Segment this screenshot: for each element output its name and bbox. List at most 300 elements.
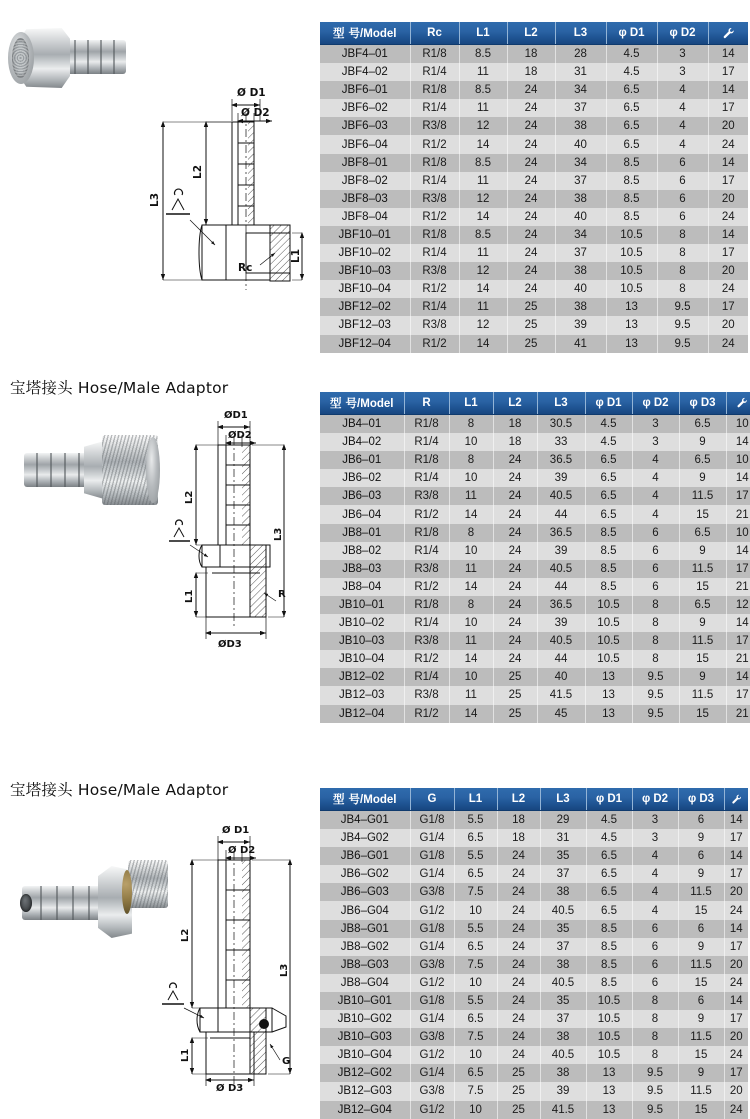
cell-model: JB12–03 [320, 686, 404, 704]
cell-l3: 38 [555, 190, 606, 208]
cell-thread: R1/4 [404, 433, 449, 451]
dim-label-l2: L2 [180, 928, 191, 942]
col-header-thread[interactable]: Rc [410, 22, 459, 45]
col-header-wrench[interactable] [708, 22, 748, 45]
cell-l3: 37 [555, 172, 606, 190]
cell-wrench: 17 [724, 938, 748, 956]
cell-model: JB6–G03 [320, 883, 410, 901]
cell-wrench: 20 [724, 1082, 748, 1100]
cell-l2: 24 [507, 244, 555, 262]
cell-l2: 24 [497, 1046, 540, 1064]
table-header-row [320, 22, 748, 45]
cell-l1: 10 [449, 469, 493, 487]
cell-model: JB6–03 [320, 487, 404, 505]
cell-d1: 10.5 [585, 632, 632, 650]
cell-l2: 24 [507, 172, 555, 190]
cell-d2: 6 [632, 920, 678, 938]
cell-model: JB10–01 [320, 596, 404, 614]
cell-l2: 24 [507, 208, 555, 226]
table-row[interactable] [320, 1046, 748, 1064]
cell-wrench: 10 [726, 451, 750, 469]
table-row[interactable] [320, 829, 748, 847]
cell-d1: 4.5 [606, 63, 657, 81]
table-row[interactable] [320, 1101, 748, 1119]
cell-d1: 6.5 [586, 883, 632, 901]
cell-l2: 24 [507, 154, 555, 172]
col-header-l1[interactable]: L1 [454, 788, 497, 811]
table-row[interactable] [320, 487, 750, 505]
cell-thread: R1/4 [410, 99, 459, 117]
table-row[interactable] [320, 542, 750, 560]
cell-d2: 6 [632, 578, 679, 596]
table-row[interactable] [320, 45, 748, 64]
cell-l1: 10 [449, 614, 493, 632]
cell-model: JBF8–04 [320, 208, 410, 226]
table-row[interactable] [320, 316, 748, 334]
dim-label-l3: L3 [149, 193, 161, 207]
cell-model: JB8–G03 [320, 956, 410, 974]
cell-d2: 8 [632, 614, 679, 632]
dim-label-d1: Ø D1 [237, 87, 266, 99]
cell-d3: 15 [679, 578, 726, 596]
cell-wrench: 14 [724, 920, 748, 938]
cell-l3: 39 [537, 542, 585, 560]
cell-d3: 9 [679, 433, 726, 451]
cell-thread: R1/2 [410, 335, 459, 353]
table-row[interactable] [320, 298, 748, 316]
table-row[interactable] [320, 811, 748, 830]
cell-l1: 8.5 [459, 226, 507, 244]
cell-l3: 40.5 [540, 1046, 586, 1064]
cell-model: JB12–G04 [320, 1101, 410, 1119]
cell-wrench: 17 [726, 560, 750, 578]
cell-thread: R1/4 [404, 668, 449, 686]
table-row[interactable] [320, 560, 750, 578]
table-row[interactable] [320, 81, 748, 99]
cell-model: JB10–G02 [320, 1010, 410, 1028]
table-row[interactable] [320, 280, 748, 298]
table-row[interactable] [320, 117, 748, 135]
cell-model: JB10–G03 [320, 1028, 410, 1046]
hose-female-adaptor-drawing [120, 75, 316, 325]
cell-d3: 15 [679, 650, 726, 668]
table-row[interactable] [320, 1010, 748, 1028]
cell-d1: 8.5 [585, 542, 632, 560]
cell-model: JB10–G04 [320, 1046, 410, 1064]
cell-d2: 9.5 [632, 1064, 678, 1082]
col-header-d2[interactable]: φ D2 [632, 392, 679, 415]
cell-wrench: 17 [708, 298, 748, 316]
cell-model: JB8–G01 [320, 920, 410, 938]
cell-d3: 6 [678, 847, 724, 865]
cell-model: JB12–02 [320, 668, 404, 686]
table-row[interactable] [320, 614, 750, 632]
cell-l3: 36.5 [537, 596, 585, 614]
cell-d1: 13 [606, 298, 657, 316]
cell-d2: 8 [657, 244, 708, 262]
cell-l2: 24 [493, 560, 537, 578]
cell-l3: 35 [540, 920, 586, 938]
table-row[interactable] [320, 632, 750, 650]
cell-d2: 3 [632, 829, 678, 847]
cell-wrench: 24 [708, 280, 748, 298]
cell-wrench: 14 [708, 154, 748, 172]
cell-model: JB6–02 [320, 469, 404, 487]
table-row[interactable] [320, 63, 748, 81]
col-header-l1[interactable]: L1 [449, 392, 493, 415]
table-row[interactable] [320, 901, 748, 919]
dim-label-l2: L2 [184, 490, 195, 504]
cell-l2: 24 [497, 1028, 540, 1046]
cell-l3: 38 [555, 298, 606, 316]
cell-l1: 8 [449, 524, 493, 542]
col-header-l1[interactable]: L1 [459, 22, 507, 45]
cell-model: JB4–01 [320, 415, 404, 434]
cell-l1: 7.5 [454, 883, 497, 901]
table-row[interactable] [320, 992, 748, 1010]
cell-l3: 40.5 [540, 974, 586, 992]
cell-model: JB6–01 [320, 451, 404, 469]
cell-l3: 38 [540, 956, 586, 974]
cell-l3: 34 [555, 226, 606, 244]
table-row[interactable] [320, 596, 750, 614]
cell-wrench: 17 [724, 1064, 748, 1082]
col-header-d1[interactable]: φ D1 [606, 22, 657, 45]
drawing-svg-3 [152, 812, 316, 1092]
cell-l3: 40 [555, 280, 606, 298]
cell-model: JBF8–02 [320, 172, 410, 190]
table-row[interactable] [320, 99, 748, 117]
cell-d1: 10.5 [586, 1028, 632, 1046]
cell-d1: 6.5 [585, 469, 632, 487]
cell-d2: 4 [632, 469, 679, 487]
cell-l2: 24 [493, 487, 537, 505]
table-row[interactable] [320, 524, 750, 542]
col-header-d2[interactable]: φ D2 [632, 788, 678, 811]
cell-wrench: 24 [708, 135, 748, 153]
cell-l3: 35 [540, 992, 586, 1010]
table-row[interactable] [320, 974, 748, 992]
cell-d1: 6.5 [606, 81, 657, 99]
col-header-l2[interactable]: L2 [493, 392, 537, 415]
cell-d3: 6 [678, 992, 724, 1010]
col-header-d3[interactable]: φ D3 [679, 392, 726, 415]
table-row[interactable] [320, 705, 750, 723]
wrench-icon [721, 26, 736, 41]
cell-d2: 4 [632, 865, 678, 883]
col-header-l3[interactable]: L3 [537, 392, 585, 415]
cell-d3: 9 [679, 469, 726, 487]
cell-wrench: 17 [726, 686, 750, 704]
cell-d2: 9.5 [632, 705, 679, 723]
dim-label-l1: L1 [290, 249, 302, 263]
cell-d2: 9.5 [657, 316, 708, 334]
cell-d2: 6 [657, 154, 708, 172]
cell-l2: 24 [497, 865, 540, 883]
cell-d2: 8 [657, 262, 708, 280]
cell-l3: 36.5 [537, 451, 585, 469]
cell-l3: 37 [540, 938, 586, 956]
cell-d1: 10.5 [585, 650, 632, 668]
cell-thread: G1/2 [410, 974, 454, 992]
cell-l3: 40 [537, 668, 585, 686]
cell-l2: 24 [493, 524, 537, 542]
cell-thread: R1/4 [404, 469, 449, 487]
cell-thread: R1/2 [404, 650, 449, 668]
cell-wrench: 21 [726, 650, 750, 668]
hose-male-adaptor-g-photo [22, 850, 170, 956]
col-header-thread[interactable]: G [410, 788, 454, 811]
cell-thread: R1/8 [404, 596, 449, 614]
table-row[interactable] [320, 578, 750, 596]
cell-d1: 4.5 [585, 433, 632, 451]
cell-thread: R3/8 [404, 686, 449, 704]
table-row[interactable] [320, 226, 748, 244]
cell-l3: 37 [555, 99, 606, 117]
cell-thread: R3/8 [410, 262, 459, 280]
cell-l1: 5.5 [454, 992, 497, 1010]
cell-d2: 3 [657, 63, 708, 81]
cell-wrench: 21 [726, 505, 750, 523]
cell-d2: 4 [632, 847, 678, 865]
table-row[interactable] [320, 172, 748, 190]
table-row[interactable] [320, 415, 750, 434]
cell-d1: 10.5 [606, 226, 657, 244]
col-header-d1[interactable]: φ D1 [586, 788, 632, 811]
cell-wrench: 17 [708, 99, 748, 117]
table-row[interactable] [320, 1028, 748, 1046]
cell-d1: 10.5 [606, 244, 657, 262]
cell-d3: 6.5 [679, 415, 726, 434]
cell-d3: 11.5 [679, 560, 726, 578]
cell-d3: 6 [678, 811, 724, 830]
table-row[interactable] [320, 1064, 748, 1082]
cell-d1: 6.5 [586, 865, 632, 883]
cell-l2: 24 [497, 974, 540, 992]
cell-l3: 34 [555, 81, 606, 99]
barb-bore [20, 894, 32, 912]
dim-label-d1: ØD1 [224, 410, 248, 421]
cell-wrench: 17 [724, 1010, 748, 1028]
cell-l2: 25 [507, 298, 555, 316]
cell-thread: G3/8 [410, 956, 454, 974]
cell-d2: 4 [632, 451, 679, 469]
cell-wrench: 20 [708, 190, 748, 208]
cell-d2: 8 [632, 1028, 678, 1046]
cell-thread: G1/4 [410, 829, 454, 847]
cell-d1: 13 [606, 335, 657, 353]
col-header-thread[interactable]: R [404, 392, 449, 415]
cell-l1: 14 [449, 650, 493, 668]
table-row[interactable] [320, 244, 748, 262]
table-row[interactable] [320, 865, 748, 883]
cell-model: JB4–G01 [320, 811, 410, 830]
cell-l2: 24 [497, 992, 540, 1010]
cell-l1: 11 [449, 560, 493, 578]
dim-label-d2: Ø D2 [228, 845, 256, 856]
cell-d2: 8 [632, 1010, 678, 1028]
cell-d2: 4 [657, 99, 708, 117]
col-header-d2[interactable]: φ D2 [657, 22, 708, 45]
cell-d1: 8.5 [586, 938, 632, 956]
cell-l2: 24 [497, 1010, 540, 1028]
table-row[interactable] [320, 938, 748, 956]
table-row[interactable] [320, 190, 748, 208]
cell-d3: 15 [678, 1101, 724, 1119]
table-row[interactable] [320, 650, 750, 668]
cell-l2: 24 [507, 190, 555, 208]
cell-l1: 11 [459, 99, 507, 117]
cell-model: JB10–02 [320, 614, 404, 632]
cell-d2: 4 [632, 505, 679, 523]
cell-d2: 6 [632, 524, 679, 542]
cell-d1: 10.5 [586, 1010, 632, 1028]
table-row[interactable] [320, 847, 748, 865]
cell-model: JB8–04 [320, 578, 404, 596]
col-header-d1[interactable]: φ D1 [585, 392, 632, 415]
table-row[interactable] [320, 505, 750, 523]
cell-wrench: 14 [708, 226, 748, 244]
cell-d3: 9 [679, 668, 726, 686]
table-row[interactable] [320, 883, 748, 901]
cell-thread: R1/4 [410, 244, 459, 262]
section-title-2: 宝塔接头 Hose/Male Adaptor [10, 379, 229, 397]
cell-model: JB6–04 [320, 505, 404, 523]
table-row[interactable] [320, 1082, 748, 1100]
col-header-l3[interactable]: L3 [555, 22, 606, 45]
cell-wrench: 20 [708, 262, 748, 280]
cell-d1: 6.5 [586, 847, 632, 865]
cell-d1: 8.5 [585, 560, 632, 578]
cell-l1: 14 [449, 705, 493, 723]
table-row[interactable] [320, 135, 748, 153]
cell-d3: 9 [679, 614, 726, 632]
col-header-wrench[interactable] [724, 788, 748, 811]
cell-model: JBF10–01 [320, 226, 410, 244]
cell-model: JBF12–03 [320, 316, 410, 334]
cell-l3: 40 [555, 135, 606, 153]
cell-l2: 18 [497, 829, 540, 847]
table-row[interactable] [320, 469, 750, 487]
table-row[interactable] [320, 686, 750, 704]
cell-thread: R3/8 [410, 190, 459, 208]
cell-d3: 6.5 [679, 524, 726, 542]
cell-wrench: 14 [708, 81, 748, 99]
cell-wrench: 14 [724, 811, 748, 830]
cell-model: JB6–G04 [320, 901, 410, 919]
cell-l1: 10 [454, 974, 497, 992]
cell-l1: 8.5 [459, 45, 507, 64]
cell-d2: 8 [632, 1046, 678, 1064]
cell-d2: 6 [632, 974, 678, 992]
dim-label-rc: Rc [238, 262, 253, 274]
cell-wrench: 14 [724, 992, 748, 1010]
col-header-l2[interactable]: L2 [497, 788, 540, 811]
cell-l3: 37 [540, 1010, 586, 1028]
col-header-l3[interactable]: L3 [540, 788, 586, 811]
wrench-icon [735, 396, 749, 410]
cell-l3: 28 [555, 45, 606, 64]
table-row[interactable] [320, 920, 748, 938]
cell-thread: R1/2 [410, 280, 459, 298]
cell-d3: 15 [678, 974, 724, 992]
cell-l1: 10 [454, 1046, 497, 1064]
cell-d3: 11.5 [678, 956, 724, 974]
barb-shaft [24, 453, 90, 487]
cell-l1: 11 [459, 244, 507, 262]
cell-l3: 31 [555, 63, 606, 81]
cell-l1: 8 [449, 596, 493, 614]
table-row[interactable] [320, 208, 748, 226]
cell-d1: 10.5 [585, 596, 632, 614]
cell-model: JB4–02 [320, 433, 404, 451]
cell-l2: 24 [507, 117, 555, 135]
cell-l3: 39 [537, 469, 585, 487]
table-row[interactable] [320, 451, 750, 469]
cell-d2: 4 [657, 135, 708, 153]
cell-model: JB12–G03 [320, 1082, 410, 1100]
cell-d2: 9.5 [632, 1101, 678, 1119]
cell-wrench: 14 [726, 614, 750, 632]
cell-d2: 9.5 [657, 335, 708, 353]
cell-d1: 8.5 [586, 956, 632, 974]
cell-l2: 25 [493, 668, 537, 686]
cell-d1: 13 [586, 1082, 632, 1100]
cell-d3: 9 [678, 1064, 724, 1082]
table-row[interactable] [320, 262, 748, 280]
cell-d2: 4 [632, 487, 679, 505]
cell-l1: 5.5 [454, 920, 497, 938]
cell-l2: 24 [497, 956, 540, 974]
cell-d3: 6.5 [679, 596, 726, 614]
cell-model: JBF10–04 [320, 280, 410, 298]
cell-d2: 4 [632, 901, 678, 919]
table-row[interactable] [320, 154, 748, 172]
cell-l3: 33 [537, 433, 585, 451]
cell-wrench: 17 [724, 829, 748, 847]
cell-wrench: 10 [726, 524, 750, 542]
table-row[interactable] [320, 956, 748, 974]
cell-l3: 38 [540, 883, 586, 901]
table-row[interactable] [320, 335, 748, 353]
cell-thread: R3/8 [404, 632, 449, 650]
cell-wrench: 20 [724, 883, 748, 901]
col-header-wrench[interactable] [726, 392, 750, 415]
col-header-model[interactable]: 型 号/Model [320, 788, 410, 811]
barb-shaft [64, 40, 126, 74]
cell-d1: 8.5 [606, 208, 657, 226]
cell-d2: 8 [657, 280, 708, 298]
cell-thread: R1/2 [404, 578, 449, 596]
cell-d2: 9.5 [632, 686, 679, 704]
cell-thread: G3/8 [410, 883, 454, 901]
cell-wrench: 17 [724, 865, 748, 883]
col-header-model[interactable]: 型 号/Model [320, 22, 410, 45]
table-row[interactable] [320, 668, 750, 686]
cell-d2: 6 [632, 560, 679, 578]
dim-label-l1: L1 [184, 589, 195, 603]
left-pane-1 [0, 0, 318, 365]
cell-l3: 38 [555, 117, 606, 135]
cell-model: JBF4–02 [320, 63, 410, 81]
cell-model: JB10–03 [320, 632, 404, 650]
cell-thread: G3/8 [410, 1082, 454, 1100]
col-header-d3[interactable]: φ D3 [678, 788, 724, 811]
cell-model: JB8–02 [320, 542, 404, 560]
col-header-l2[interactable]: L2 [507, 22, 555, 45]
table-row[interactable] [320, 433, 750, 451]
col-header-model[interactable]: 型 号/Model [320, 392, 404, 415]
